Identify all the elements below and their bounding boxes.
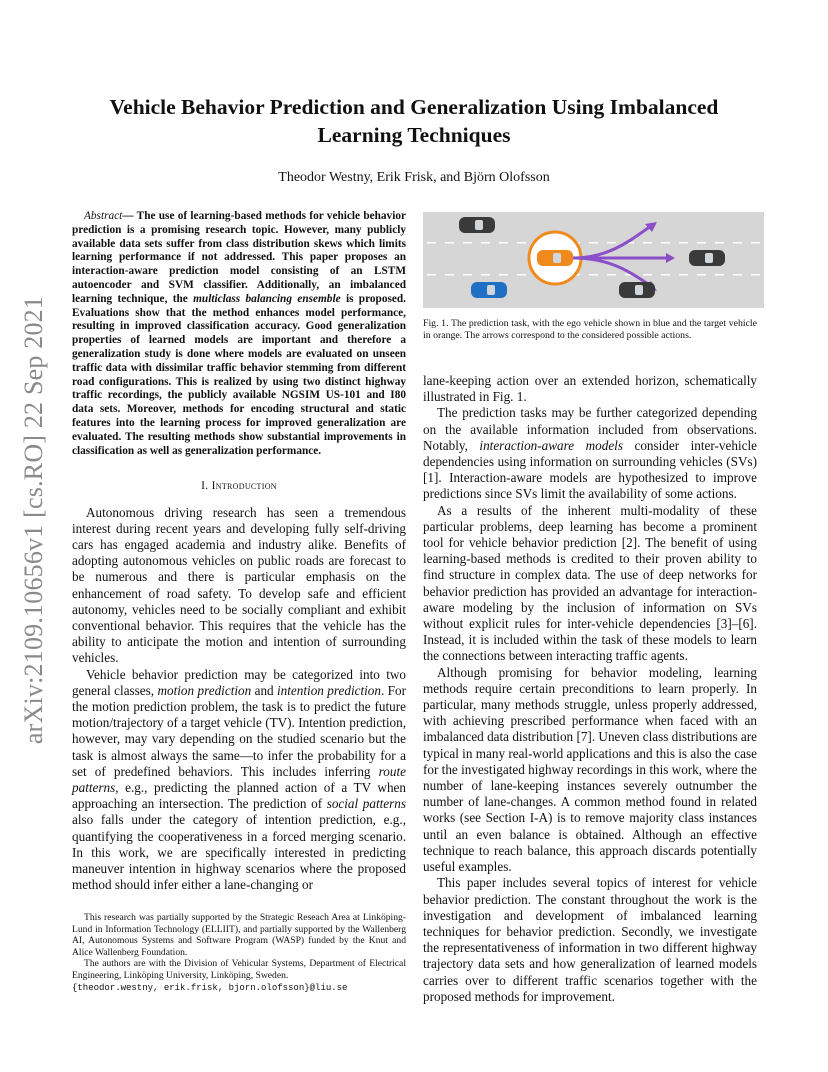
figure-1-prediction-task	[423, 212, 764, 308]
lane-dash	[643, 274, 652, 276]
lane-dash	[607, 274, 616, 276]
p2-emphasis-4: social patterns	[326, 796, 407, 812]
vehicle-target	[537, 250, 573, 266]
lane-dash	[679, 274, 688, 276]
r1-text-a: The prediction tasks may be further categorized depending on the available information included from observations. Notably,	[423, 405, 757, 453]
lane-dash	[445, 274, 454, 276]
p2-text-e: also falls under the category of intention prediction, e.g., quantifying the cooperativeness in a forced merging scenario. In this work, we are specifically interested in predicting maneuver intention in highway scenarios where the proposed method should infer either a lane-changing or	[72, 812, 406, 893]
section-heading-introduction	[72, 478, 406, 494]
lane-dash	[733, 242, 742, 244]
footnote-affiliation	[72, 958, 406, 994]
vehicle-ego	[471, 282, 507, 298]
arxiv-identifier: arXiv:2109.10656v1 [cs.RO] 22 Sep 2021	[19, 295, 48, 745]
vehicle-topleft	[459, 217, 495, 233]
arxiv-sidebar	[14, 270, 54, 770]
footnote-affiliation-text: The authors are with the Division of Vehicular Systems, Department of Electrical Engineering, Linköping University, Linköping, Sweden.	[72, 958, 406, 981]
lane-dash	[589, 274, 598, 276]
lane-dash	[427, 274, 436, 276]
abstract-text-1: — The use of learning-based methods for vehicle behavior prediction is a promising research topic. However, many publicly available data sets suffer from class distribution skews which limits learning performance if not addressed. This paper proposes an interaction-aware prediction model consisting of an LSTM autoencoder and SVM classifier. Additionally, an imbalanced learning technique, the	[72, 210, 406, 305]
footnote	[72, 912, 406, 994]
lane-dash	[643, 242, 652, 244]
lane-dash	[427, 242, 436, 244]
abstract-text-2: is proposed. Evaluations show that the method enhances model performance, resulting in improved classification accuracy. Good generalization properties of learned models are important and therefore a generalization study is done where models are evaluated on unseen traffic data with dissimilar traffic behavior stemming from different road configurations. This is realized by using two distinct highway traffic recordings, the publicly available NGSIM US-101 and I80 data sets. Moreover, methods for encoding structural and static features into the learning process for improved generalization are evaluated. The resulting methods show substantial improvements in classification as well as generalization performance.	[72, 292, 406, 457]
right-paragraph-3: Although promising for behavior modeling, learning methods require certain preconditions to learn properly. In particular, many methods struggle, unless properly addressed, with achieving prescribed performance when faced with an imbalanced data distribution [7]. Uneven class distributions are typical in many real-world applications and this is also the case for the investigated highway recordings in this work, where the number of lane-keeping instances severely outnumber the number of lane-changes. A common method found in related works (see Section I-A) is to remove majority class instances until an even balance is obtained. Although an effective technique to reach balance, this approach discards potentially useful examples.	[423, 664, 757, 875]
lane-dash	[499, 242, 508, 244]
lane-dash	[751, 274, 760, 276]
vehicle-bottomright	[619, 282, 655, 298]
figure-1-caption: Fig. 1. The prediction task, with the ego vehicle shown in blue and the target vehicle in orange. The arrows correspond to the considered possible actions.	[423, 318, 757, 341]
p2-emphasis-2: intention prediction	[277, 682, 381, 698]
lane-dash	[751, 242, 760, 244]
abstract	[72, 210, 406, 458]
intro-paragraph-1: Autonomous driving research has seen a tremendous interest during recent years and developing fully self-driving cars has engaged academia and industry alike. Benefits of adopting autonomous vehicles on public roads are forecast to be numerous and there is particular emphasis on the enhancement of road safety. To develop safe and efficient autonomy, vehicles need to be socially compliant and exhibit conventional behavior. This requires that the vehicle has the ability to anticipate the motion and intention of surrounding vehicles.	[72, 504, 406, 666]
lane-dash	[481, 274, 490, 276]
p2-text-a: Vehicle behavior prediction may be categorized into two general classes,	[72, 666, 406, 698]
lane-dash	[589, 242, 598, 244]
lane-dash	[463, 274, 472, 276]
right-paragraph-2: As a results of the inherent multi-modality of these particular problems, deep learning has become a prominent tool for vehicle behavior prediction [2]. The benefit of using learning-based methods is credited to their proven ability to find structure in complex data. The use of deep networks for behavior prediction has provided an advantage for interaction-aware modeling by the inclusion of information on SVs without explicit rules for inter-vehicle dependencies [3]–[6]. Instead, it is included within the task of these models to learn the connections between interacting traffic agents.	[423, 502, 757, 664]
lane-dash	[607, 242, 616, 244]
vehicle-right	[689, 250, 725, 266]
left-column	[72, 210, 406, 893]
p2-emphasis-3: route patterns	[72, 763, 406, 795]
right-paragraph-4: This paper includes several topics of interest for vehicle behavior prediction. The constant throughout the work is the investigation and development of imbalanced learning techniques for behavior prediction. Secondly, we investigate the representativeness of information in two different highway trajectory data sets and how generalization of learned models carries over to different traffic scenarios together with the proposed methods for improvement.	[423, 875, 757, 1004]
right-column	[423, 373, 757, 1005]
p2-emphasis-1: motion prediction	[157, 682, 252, 698]
lane-dash	[733, 274, 742, 276]
right-paragraph-0: lane-keeping action over an extended horizon, schematically illustrated in Fig. 1.	[423, 373, 757, 405]
lane-dash	[715, 274, 724, 276]
intro-paragraph-2	[72, 667, 406, 894]
abstract-lead: Abstract	[84, 210, 123, 222]
p2-text-d: , e.g., predicting the planned action of a TV when approaching an intersection. The prediction of	[72, 780, 406, 812]
footnote-emails: {theodor.westny, erik.frisk, bjorn.olofsson}@liu.se	[72, 982, 348, 993]
paper-authors: Theodor Westny, Erik Frisk, and Björn Olofsson	[278, 170, 550, 185]
lane-dash	[679, 242, 688, 244]
lane-dash	[715, 242, 724, 244]
p2-text-c: . For the motion prediction problem, the task is to predict the future motion/trajectory of a target vehicle (TV). Intention prediction, however, may vary depending on the studied scenario but the task is almost always the same—to infer the probability for a set of predefined behaviors. This includes inferring	[72, 682, 406, 779]
lane-dash	[499, 274, 508, 276]
p2-text-b: and	[251, 682, 278, 698]
r1-text-b: consider inter-vehicle dependencies using information on surrounding vehicles (SVs) [1]. Interaction-aware models are hypothesized to improve predictions since SVs limit the availability of some actions.	[423, 437, 757, 502]
section-title: Introduction	[211, 480, 277, 493]
lane-dash	[445, 242, 454, 244]
lane-dash	[661, 274, 670, 276]
lane-dash	[697, 242, 706, 244]
lane-dash	[481, 242, 490, 244]
abstract-emphasis: multiclass balancing ensemble	[193, 292, 341, 305]
lane-dash	[661, 242, 670, 244]
r1-emphasis: interaction-aware models	[479, 437, 623, 453]
lane-dash	[697, 274, 706, 276]
footnote-funding: This research was partially supported by the Strategic Reseach Area at Linköping-Lund in Information Technology (ELLIIT), and partially supported by the Wallenberg AI, Autonomous Systems and Software Program (WASP) funded by the Knut and Alice Wallenberg Foundation.	[72, 912, 406, 958]
lane-dash	[463, 242, 472, 244]
paper-title: Vehicle Behavior Prediction and Generalization Using Imbalanced Learning Techniques	[109, 95, 719, 147]
lane-dash	[517, 242, 526, 244]
section-number: I.	[201, 480, 212, 493]
right-paragraph-1	[423, 405, 757, 502]
lane-dash	[517, 274, 526, 276]
